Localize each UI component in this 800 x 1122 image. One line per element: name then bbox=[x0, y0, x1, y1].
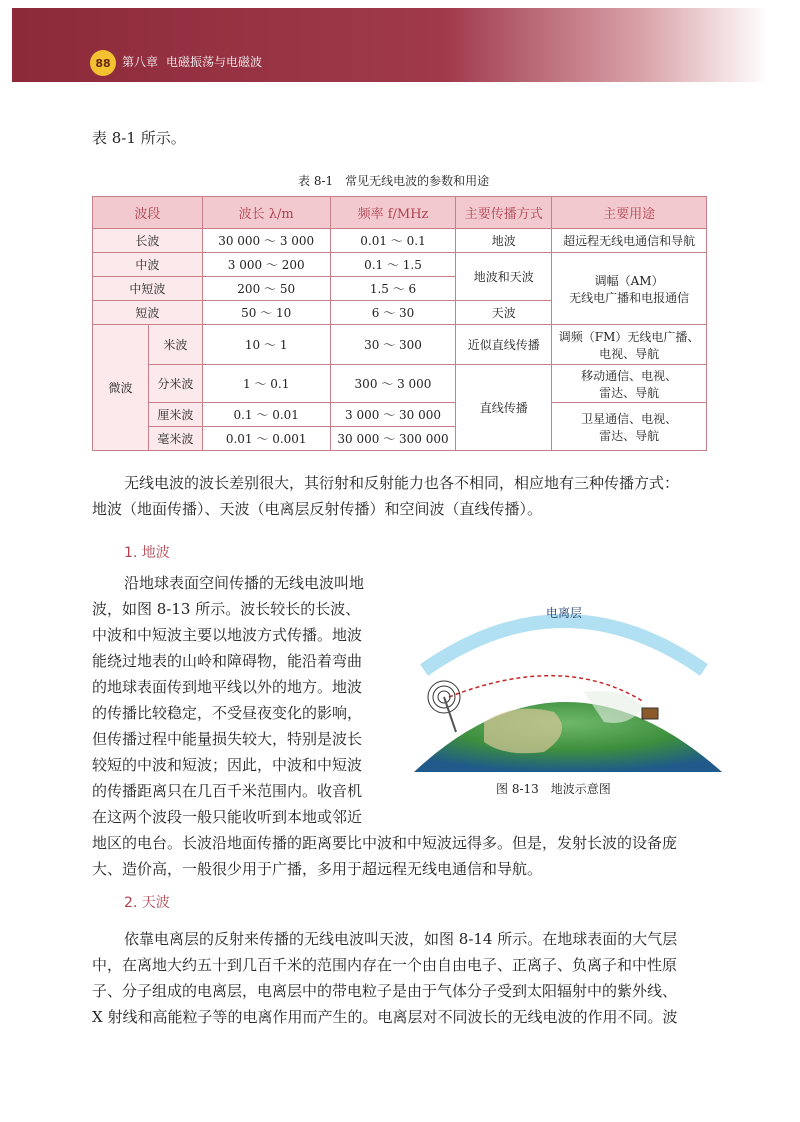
cell-wavelength: 3 000 ～ 200 bbox=[202, 253, 330, 277]
section1-line: 在这两个波段一般只能收听到本地或邻近 bbox=[92, 808, 363, 826]
cell-wavelength: 10 ～ 1 bbox=[202, 325, 330, 365]
intro-line: 表 8-1 所示。 bbox=[92, 129, 186, 147]
cell-band: 毫米波 bbox=[148, 427, 202, 451]
section2-line: X 射线和高能粒子等的电离作用而产生的。电离层对不同波长的无线电波的作用不同。波 bbox=[92, 1008, 678, 1026]
section1-line: 的传播比较稳定，不受昼夜变化的影响， bbox=[92, 704, 363, 722]
section1-line: 大、造价高，一般很少用于广播，多用于超远程无线电通信和导航。 bbox=[92, 860, 543, 878]
cell-band: 短波 bbox=[93, 301, 203, 325]
cell-mode: 天波 bbox=[456, 301, 552, 325]
section1-line: 沿地球表面空间传播的无线电波叫地 bbox=[124, 574, 365, 592]
cell-frequency: 30 ～ 300 bbox=[330, 325, 456, 365]
table-row bbox=[93, 365, 707, 403]
table-row bbox=[93, 229, 707, 253]
section-title-ground-wave: 1. 地波 bbox=[124, 545, 170, 561]
cell-use bbox=[552, 325, 707, 365]
table-row bbox=[93, 253, 707, 277]
section1-line: 的传播距离只在几百千米范围内。收音机 bbox=[92, 782, 363, 800]
cell-use: 超远程无线电通信和导航 bbox=[552, 229, 707, 253]
cell-frequency: 0.01 ～ 0.1 bbox=[330, 229, 456, 253]
section1-line: 中波和中短波主要以地波方式传播。地波 bbox=[92, 626, 363, 644]
table-row bbox=[93, 403, 707, 427]
section1-line: 较短的中波和短波；因此，中波和中短波 bbox=[92, 756, 363, 774]
section1-line: 的地球表面传到地平线以外的地方。地波 bbox=[92, 678, 363, 696]
use-line1: 移动通信、电视、 bbox=[581, 368, 678, 383]
cell-mode: 直线传播 bbox=[456, 365, 552, 451]
cell-frequency: 3 000 ～ 30 000 bbox=[330, 403, 456, 427]
section2-line: 子、分子组成的电离层，电离层中的带电粒子是由于气体分子受到太阳辐射中的紫外线、 bbox=[92, 982, 678, 1000]
header-use: 主要用途 bbox=[552, 197, 707, 229]
table-header-row bbox=[93, 197, 707, 229]
header-band bbox=[12, 8, 800, 82]
cell-use bbox=[552, 365, 707, 403]
cell-wavelength: 0.01 ～ 0.001 bbox=[202, 427, 330, 451]
header-frequency: 频率 f/MHz bbox=[330, 197, 456, 229]
cell-band: 中短波 bbox=[93, 277, 203, 301]
cell-band: 长波 bbox=[93, 229, 203, 253]
cell-wavelength: 0.1 ～ 0.01 bbox=[202, 403, 330, 427]
radio-receiver-icon bbox=[642, 708, 658, 719]
cell-frequency: 1.5 ～ 6 bbox=[330, 277, 456, 301]
cell-frequency: 300 ～ 3 000 bbox=[330, 365, 456, 403]
use-line2: 雷达、导航 bbox=[599, 385, 660, 400]
section2-line: 依靠电离层的反射来传播的无线电波叫天波，如图 8-14 所示。在地球表面的大气层 bbox=[124, 930, 678, 948]
cell-microwave: 微波 bbox=[93, 325, 149, 451]
section-title-sky-wave: 2. 天波 bbox=[124, 895, 170, 911]
figure-caption: 图 8-13 地波示意图 bbox=[496, 782, 611, 796]
use-sat-line2: 雷达、导航 bbox=[599, 428, 660, 443]
cell-use-sat bbox=[552, 403, 707, 451]
cell-frequency: 0.1 ～ 1.5 bbox=[330, 253, 456, 277]
radio-wave-table bbox=[92, 196, 707, 451]
cell-band: 分米波 bbox=[148, 365, 202, 403]
cell-band: 厘米波 bbox=[148, 403, 202, 427]
cell-use-am bbox=[552, 253, 707, 325]
use-am-line2: 无线电广播和电报通信 bbox=[569, 290, 690, 305]
land-desert bbox=[484, 709, 562, 754]
table-caption: 表 8-1 常见无线电波的参数和用途 bbox=[298, 174, 490, 188]
header-mode: 主要传播方式 bbox=[456, 197, 552, 229]
para1-line1: 无线电波的波长差别很大，其衍射和反射能力也各不相同，相应地有三种传播方式： bbox=[124, 474, 680, 492]
cell-wavelength: 200 ～ 50 bbox=[202, 277, 330, 301]
earth-illustration bbox=[404, 592, 726, 772]
page-number: 88 bbox=[90, 50, 116, 76]
cell-frequency: 30 000 ～ 300 000 bbox=[330, 427, 456, 451]
section1-line: 地区的电台。长波沿地面传播的距离要比中波和中短波远得多。但是，发射长波的设备庞 bbox=[92, 834, 678, 852]
header-wavelength: 波长 λ/m bbox=[202, 197, 330, 229]
use-sat-line1: 卫星通信、电视、 bbox=[581, 411, 678, 426]
chapter-name: 电磁振荡与电磁波 bbox=[166, 55, 263, 69]
ionosphere-band bbox=[424, 621, 704, 670]
cell-band: 米波 bbox=[148, 325, 202, 365]
cell-mode: 地波和天波 bbox=[456, 253, 552, 301]
section1-line: 波，如图 8-13 所示。波长较长的长波、 bbox=[92, 600, 361, 618]
table-row bbox=[93, 325, 707, 365]
use-am-line1: 调幅（AM） bbox=[594, 273, 664, 288]
cell-band: 中波 bbox=[93, 253, 203, 277]
use-line1: 调频（FM）无线电广播、 bbox=[558, 329, 700, 344]
section2-line: 中，在离地大约五十到几百千米的范围内存在一个由自由电子、正离子、负离子和中性原 bbox=[92, 956, 678, 974]
cell-frequency: 6 ～ 30 bbox=[330, 301, 456, 325]
earth-surface bbox=[414, 702, 722, 772]
chapter-title bbox=[122, 53, 270, 70]
chapter-label: 第八章 bbox=[122, 55, 159, 69]
section1-line: 但传播过程中能量损失较大，特别是波长 bbox=[92, 730, 363, 748]
use-line2: 电视、导航 bbox=[599, 346, 660, 361]
cell-wavelength: 30 000 ～ 3 000 bbox=[202, 229, 330, 253]
ground-wave-figure bbox=[404, 592, 726, 772]
cell-mode: 地波 bbox=[456, 229, 552, 253]
section1-line: 能绕过地表的山岭和障碍物，能沿着弯曲 bbox=[92, 652, 363, 670]
ionosphere-label: 电离层 bbox=[546, 606, 583, 620]
header-band-col: 波段 bbox=[93, 197, 203, 229]
cell-mode: 近似直线传播 bbox=[456, 325, 552, 365]
cell-wavelength: 1 ～ 0.1 bbox=[202, 365, 330, 403]
cell-wavelength: 50 ～ 10 bbox=[202, 301, 330, 325]
para1-line2: 地波（地面传播）、天波（电离层反射传播）和空间波（直线传播）。 bbox=[92, 500, 543, 518]
